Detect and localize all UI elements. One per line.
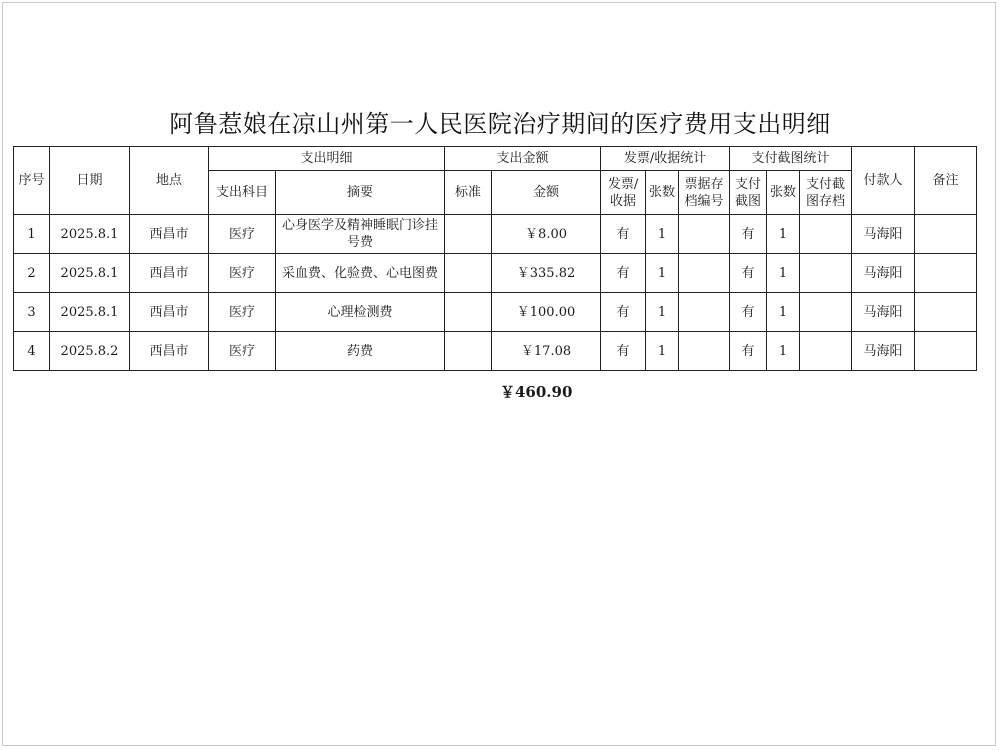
cell-invoice-count: 1 — [646, 215, 679, 254]
header-amount: 金额 — [492, 171, 601, 215]
cell-payer: 马海阳 — [852, 254, 915, 293]
cell-summary: 心理检测费 — [276, 293, 445, 332]
cell-invoice: 有 — [601, 332, 646, 371]
header-seq: 序号 — [14, 147, 50, 215]
cell-date: 2025.8.1 — [50, 254, 130, 293]
cell-date: 2025.8.2 — [50, 332, 130, 371]
header-invoice-count: 张数 — [646, 171, 679, 215]
cell-screenshot: 有 — [730, 215, 767, 254]
header-screenshot-archive: 支付截图存档 — [800, 171, 852, 215]
cell-screenshot-count: 1 — [767, 215, 800, 254]
cell-screenshot-count: 1 — [767, 332, 800, 371]
expense-table — [13, 146, 977, 371]
cell-summary: 心身医学及精神睡眠门诊挂号费 — [276, 215, 445, 254]
cell-place: 西昌市 — [130, 254, 209, 293]
cell-standard — [445, 332, 492, 371]
header-amount-group: 支出金额 — [445, 147, 601, 171]
cell-amount: ￥17.08 — [492, 332, 601, 371]
header-remark: 备注 — [915, 147, 977, 215]
header-place: 地点 — [130, 147, 209, 215]
cell-screenshot: 有 — [730, 293, 767, 332]
cell-screenshot-archive — [800, 293, 852, 332]
document-title: 阿鲁惹娘在凉山州第一人民医院治疗期间的医疗费用支出明细 — [169, 110, 831, 138]
cell-invoice: 有 — [601, 293, 646, 332]
cell-invoice-archive-no — [679, 254, 730, 293]
header-invoice-archive-no: 票据存档编号 — [679, 171, 730, 215]
header-standard: 标准 — [445, 171, 492, 215]
header-screenshot-group: 支付截图统计 — [730, 147, 852, 171]
cell-invoice-count: 1 — [646, 254, 679, 293]
cell-invoice: 有 — [601, 215, 646, 254]
header-screenshot-count: 张数 — [767, 171, 800, 215]
cell-amount: ￥335.82 — [492, 254, 601, 293]
cell-category: 医疗 — [209, 293, 276, 332]
table-row — [14, 332, 977, 371]
cell-amount: ￥100.00 — [492, 293, 601, 332]
table-row — [14, 254, 977, 293]
cell-remark — [915, 215, 977, 254]
cell-invoice-count: 1 — [646, 293, 679, 332]
cell-seq: 3 — [14, 293, 50, 332]
cell-screenshot-count: 1 — [767, 293, 800, 332]
cell-invoice-archive-no — [679, 293, 730, 332]
cell-place: 西昌市 — [130, 293, 209, 332]
total-amount: ￥460.90 — [500, 383, 573, 401]
cell-seq: 1 — [14, 215, 50, 254]
header-category: 支出科目 — [209, 171, 276, 215]
cell-seq: 2 — [14, 254, 50, 293]
cell-screenshot-archive — [800, 215, 852, 254]
header-detail-group: 支出明细 — [209, 147, 445, 171]
cell-invoice-archive-no — [679, 215, 730, 254]
cell-place: 西昌市 — [130, 215, 209, 254]
header-row-top — [14, 147, 977, 171]
cell-remark — [915, 254, 977, 293]
header-invoice-receipt: 发票/收据 — [601, 171, 646, 215]
header-screenshot: 支付截图 — [730, 171, 767, 215]
cell-screenshot: 有 — [730, 254, 767, 293]
cell-screenshot-archive — [800, 254, 852, 293]
cell-summary: 采血费、化验费、心电图费 — [276, 254, 445, 293]
cell-standard — [445, 293, 492, 332]
cell-screenshot-archive — [800, 332, 852, 371]
header-summary: 摘要 — [276, 171, 445, 215]
table-row — [14, 293, 977, 332]
cell-date: 2025.8.1 — [50, 293, 130, 332]
cell-invoice-archive-no — [679, 332, 730, 371]
cell-remark — [915, 293, 977, 332]
header-payer: 付款人 — [852, 147, 915, 215]
cell-standard — [445, 254, 492, 293]
header-date: 日期 — [50, 147, 130, 215]
table-row — [14, 215, 977, 254]
cell-payer: 马海阳 — [852, 293, 915, 332]
cell-payer: 马海阳 — [852, 215, 915, 254]
cell-remark — [915, 332, 977, 371]
cell-summary: 药费 — [276, 332, 445, 371]
cell-date: 2025.8.1 — [50, 215, 130, 254]
cell-invoice-count: 1 — [646, 332, 679, 371]
header-invoice-group: 发票/收据统计 — [601, 147, 730, 171]
cell-screenshot-count: 1 — [767, 254, 800, 293]
cell-seq: 4 — [14, 332, 50, 371]
cell-standard — [445, 215, 492, 254]
cell-invoice: 有 — [601, 254, 646, 293]
cell-place: 西昌市 — [130, 332, 209, 371]
cell-category: 医疗 — [209, 332, 276, 371]
cell-payer: 马海阳 — [852, 332, 915, 371]
cell-screenshot: 有 — [730, 332, 767, 371]
cell-amount: ￥8.00 — [492, 215, 601, 254]
cell-category: 医疗 — [209, 254, 276, 293]
cell-category: 医疗 — [209, 215, 276, 254]
